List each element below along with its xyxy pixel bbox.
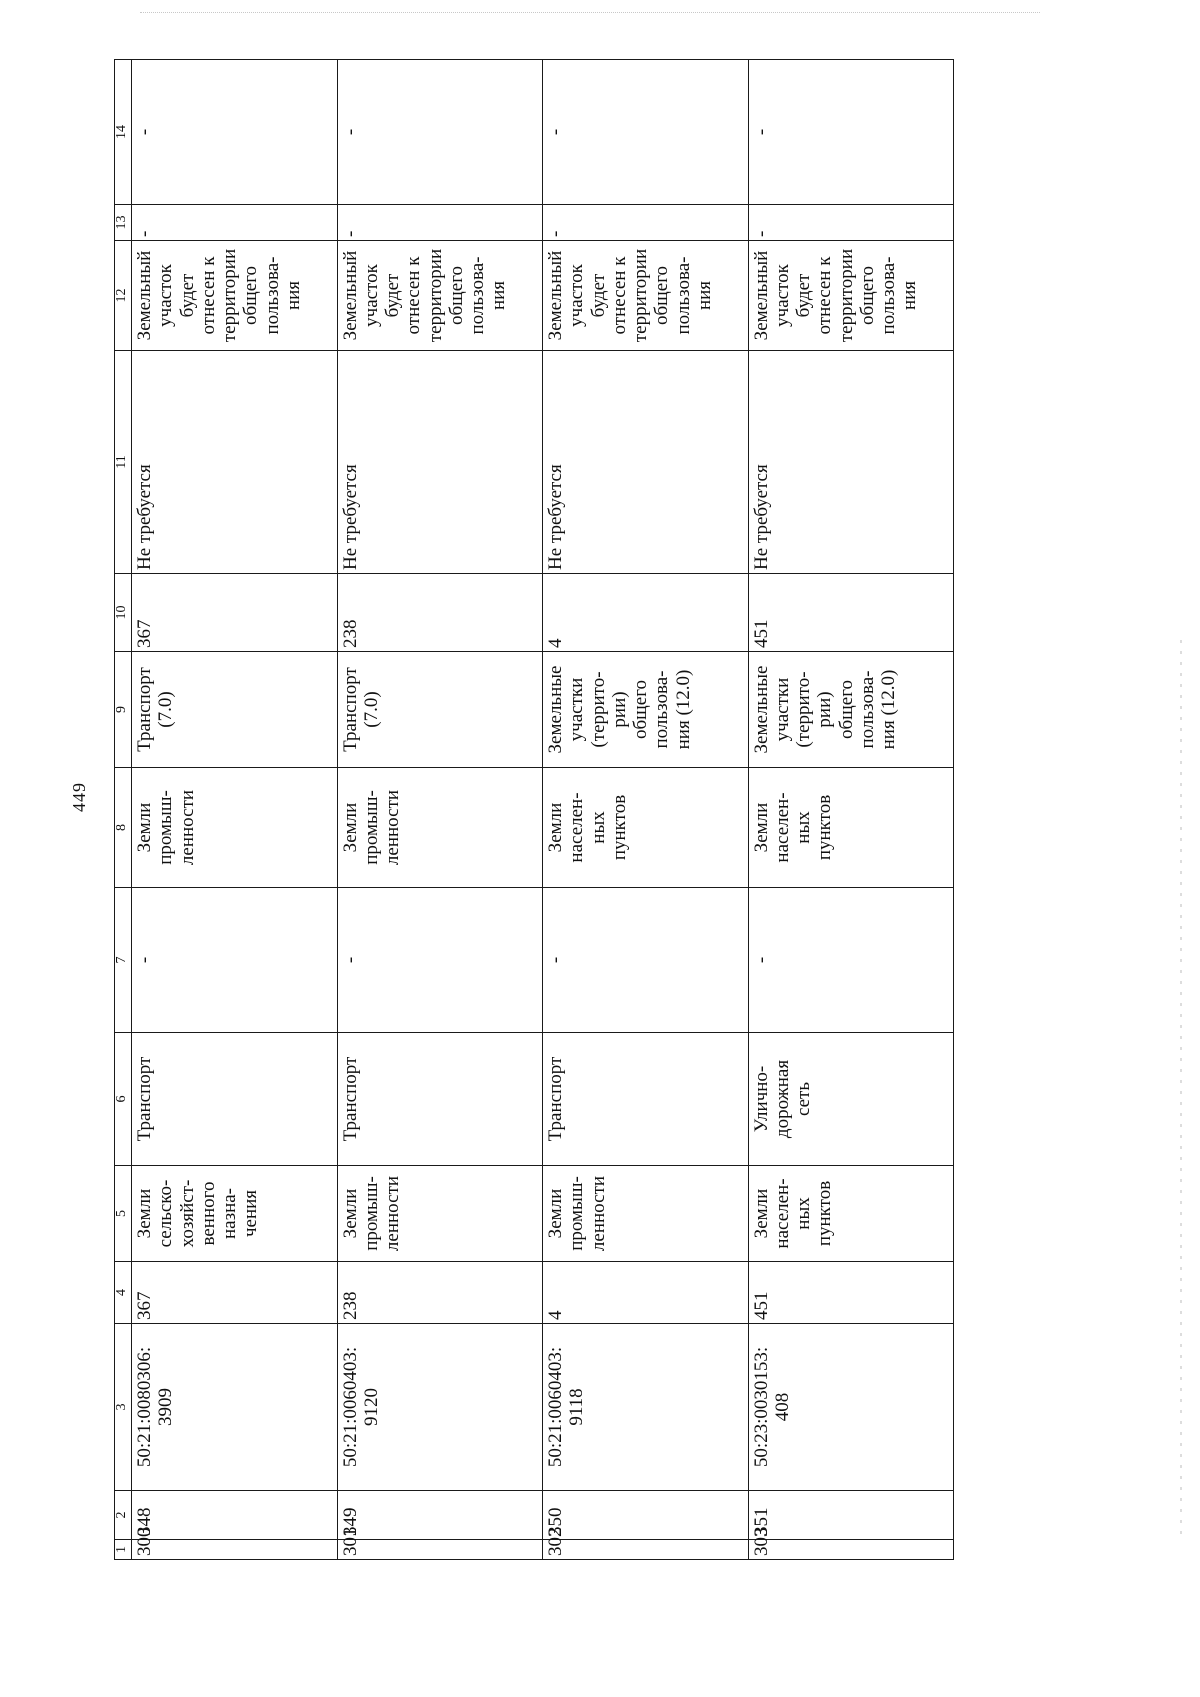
scan-edge-speckle	[1180, 640, 1182, 1540]
table-cell-col-1: 303	[748, 1540, 954, 1560]
table-cell-col-2: 349	[337, 1491, 543, 1540]
table-header-row	[115, 60, 132, 1560]
table-cell-col-9: Транспорт (7.0)	[132, 652, 338, 768]
table-cell-col-14: -	[748, 60, 954, 205]
land-plot-table	[114, 59, 954, 1560]
table-cell-col-9: Земельные участки (террито- рии) общего пользова- ния (12.0)	[543, 652, 749, 768]
table-cell-col-12: Земельный участок будет отнесен к территории общего пользова- ния	[337, 241, 543, 351]
table-cell-col-12: Земельный участок будет отнесен к территории общего пользова- ния	[543, 241, 749, 351]
table-cell-col-2: 348	[132, 1491, 338, 1540]
column-header-11: 11	[115, 351, 132, 574]
table-cell-col-8: Земли промыш- ленности	[132, 768, 338, 888]
column-header-2: 2	[115, 1491, 132, 1540]
table-cell-col-11: Не требуется	[132, 351, 338, 574]
table-cell-col-9: Транспорт (7.0)	[337, 652, 543, 768]
table-row	[543, 60, 749, 1560]
table-cell-col-2: 350	[543, 1491, 749, 1540]
table-cell-col-13: -	[543, 205, 749, 241]
table-cell-col-1: 302	[543, 1540, 749, 1560]
table-cell-col-6: Транспорт	[543, 1033, 749, 1166]
table-cell-col-14: -	[543, 60, 749, 205]
table-cell-col-11: Не требуется	[748, 351, 954, 574]
table-cell-col-3: 50:23:0030153: 408	[748, 1324, 954, 1491]
table-cell-col-3: 50:21:0060403: 9118	[543, 1324, 749, 1491]
table-cell-col-10: 4	[543, 574, 749, 652]
table-cell-col-14: -	[132, 60, 338, 205]
land-plot-table-wrapper	[114, 60, 954, 1560]
table-cell-col-10: 367	[132, 574, 338, 652]
column-header-6: 6	[115, 1033, 132, 1166]
table-cell-col-4: 4	[543, 1262, 749, 1324]
table-cell-col-6: Транспорт	[337, 1033, 543, 1166]
column-header-9: 9	[115, 652, 132, 768]
column-header-3: 3	[115, 1324, 132, 1491]
table-cell-col-3: 50:21:0080306: 3909	[132, 1324, 338, 1491]
table-cell-col-5: Земли сельско- хозяйст- венного назна- чения	[132, 1166, 338, 1262]
table-cell-col-5: Земли населен- ных пунктов	[748, 1166, 954, 1262]
table-cell-col-1: 300	[132, 1540, 338, 1560]
table-cell-col-12: Земельный участок будет отнесен к территории общего пользова- ния	[132, 241, 338, 351]
table-cell-col-7: -	[543, 888, 749, 1033]
column-header-7: 7	[115, 888, 132, 1033]
table-row	[748, 60, 954, 1560]
table-cell-col-4: 238	[337, 1262, 543, 1324]
table-cell-col-8: Земли промыш- ленности	[337, 768, 543, 888]
table-cell-col-8: Земли населен- ных пунктов	[543, 768, 749, 888]
column-header-4: 4	[115, 1262, 132, 1324]
column-header-13: 13	[115, 205, 132, 241]
table-cell-col-12: Земельный участок будет отнесен к территории общего пользова- ния	[748, 241, 954, 351]
table-cell-col-7: -	[132, 888, 338, 1033]
table-cell-col-1: 301	[337, 1540, 543, 1560]
table-cell-col-9: Земельные участки (террито- рии) общего пользова- ния (12.0)	[748, 652, 954, 768]
table-row	[132, 60, 338, 1560]
scan-artifact-line	[140, 12, 1040, 13]
table-cell-col-6: Улично- дорожная сеть	[748, 1033, 954, 1166]
table-cell-col-4: 451	[748, 1262, 954, 1324]
table-cell-col-6: Транспорт	[132, 1033, 338, 1166]
table-cell-col-8: Земли населен- ных пунктов	[748, 768, 954, 888]
table-cell-col-10: 238	[337, 574, 543, 652]
table-cell-col-13: -	[748, 205, 954, 241]
table-cell-col-5: Земли промыш- ленности	[543, 1166, 749, 1262]
table-cell-col-3: 50:21:0060403: 9120	[337, 1324, 543, 1491]
table-row	[337, 60, 543, 1560]
column-header-5: 5	[115, 1166, 132, 1262]
table-cell-col-7: -	[337, 888, 543, 1033]
table-cell-col-5: Земли промыш- ленности	[337, 1166, 543, 1262]
table-cell-col-2: 351	[748, 1491, 954, 1540]
table-cell-col-13: -	[132, 205, 338, 241]
column-header-10: 10	[115, 574, 132, 652]
table-cell-col-7: -	[748, 888, 954, 1033]
column-header-12: 12	[115, 241, 132, 351]
table-body	[132, 60, 954, 1560]
table-cell-col-11: Не требуется	[337, 351, 543, 574]
table-cell-col-13: -	[337, 205, 543, 241]
table-cell-col-4: 367	[132, 1262, 338, 1324]
column-header-14: 14	[115, 60, 132, 205]
column-header-8: 8	[115, 768, 132, 888]
column-header-1: 1	[115, 1540, 132, 1560]
table-cell-col-11: Не требуется	[543, 351, 749, 574]
page-number: 449	[69, 782, 89, 812]
table-cell-col-10: 451	[748, 574, 954, 652]
table-cell-col-14: -	[337, 60, 543, 205]
